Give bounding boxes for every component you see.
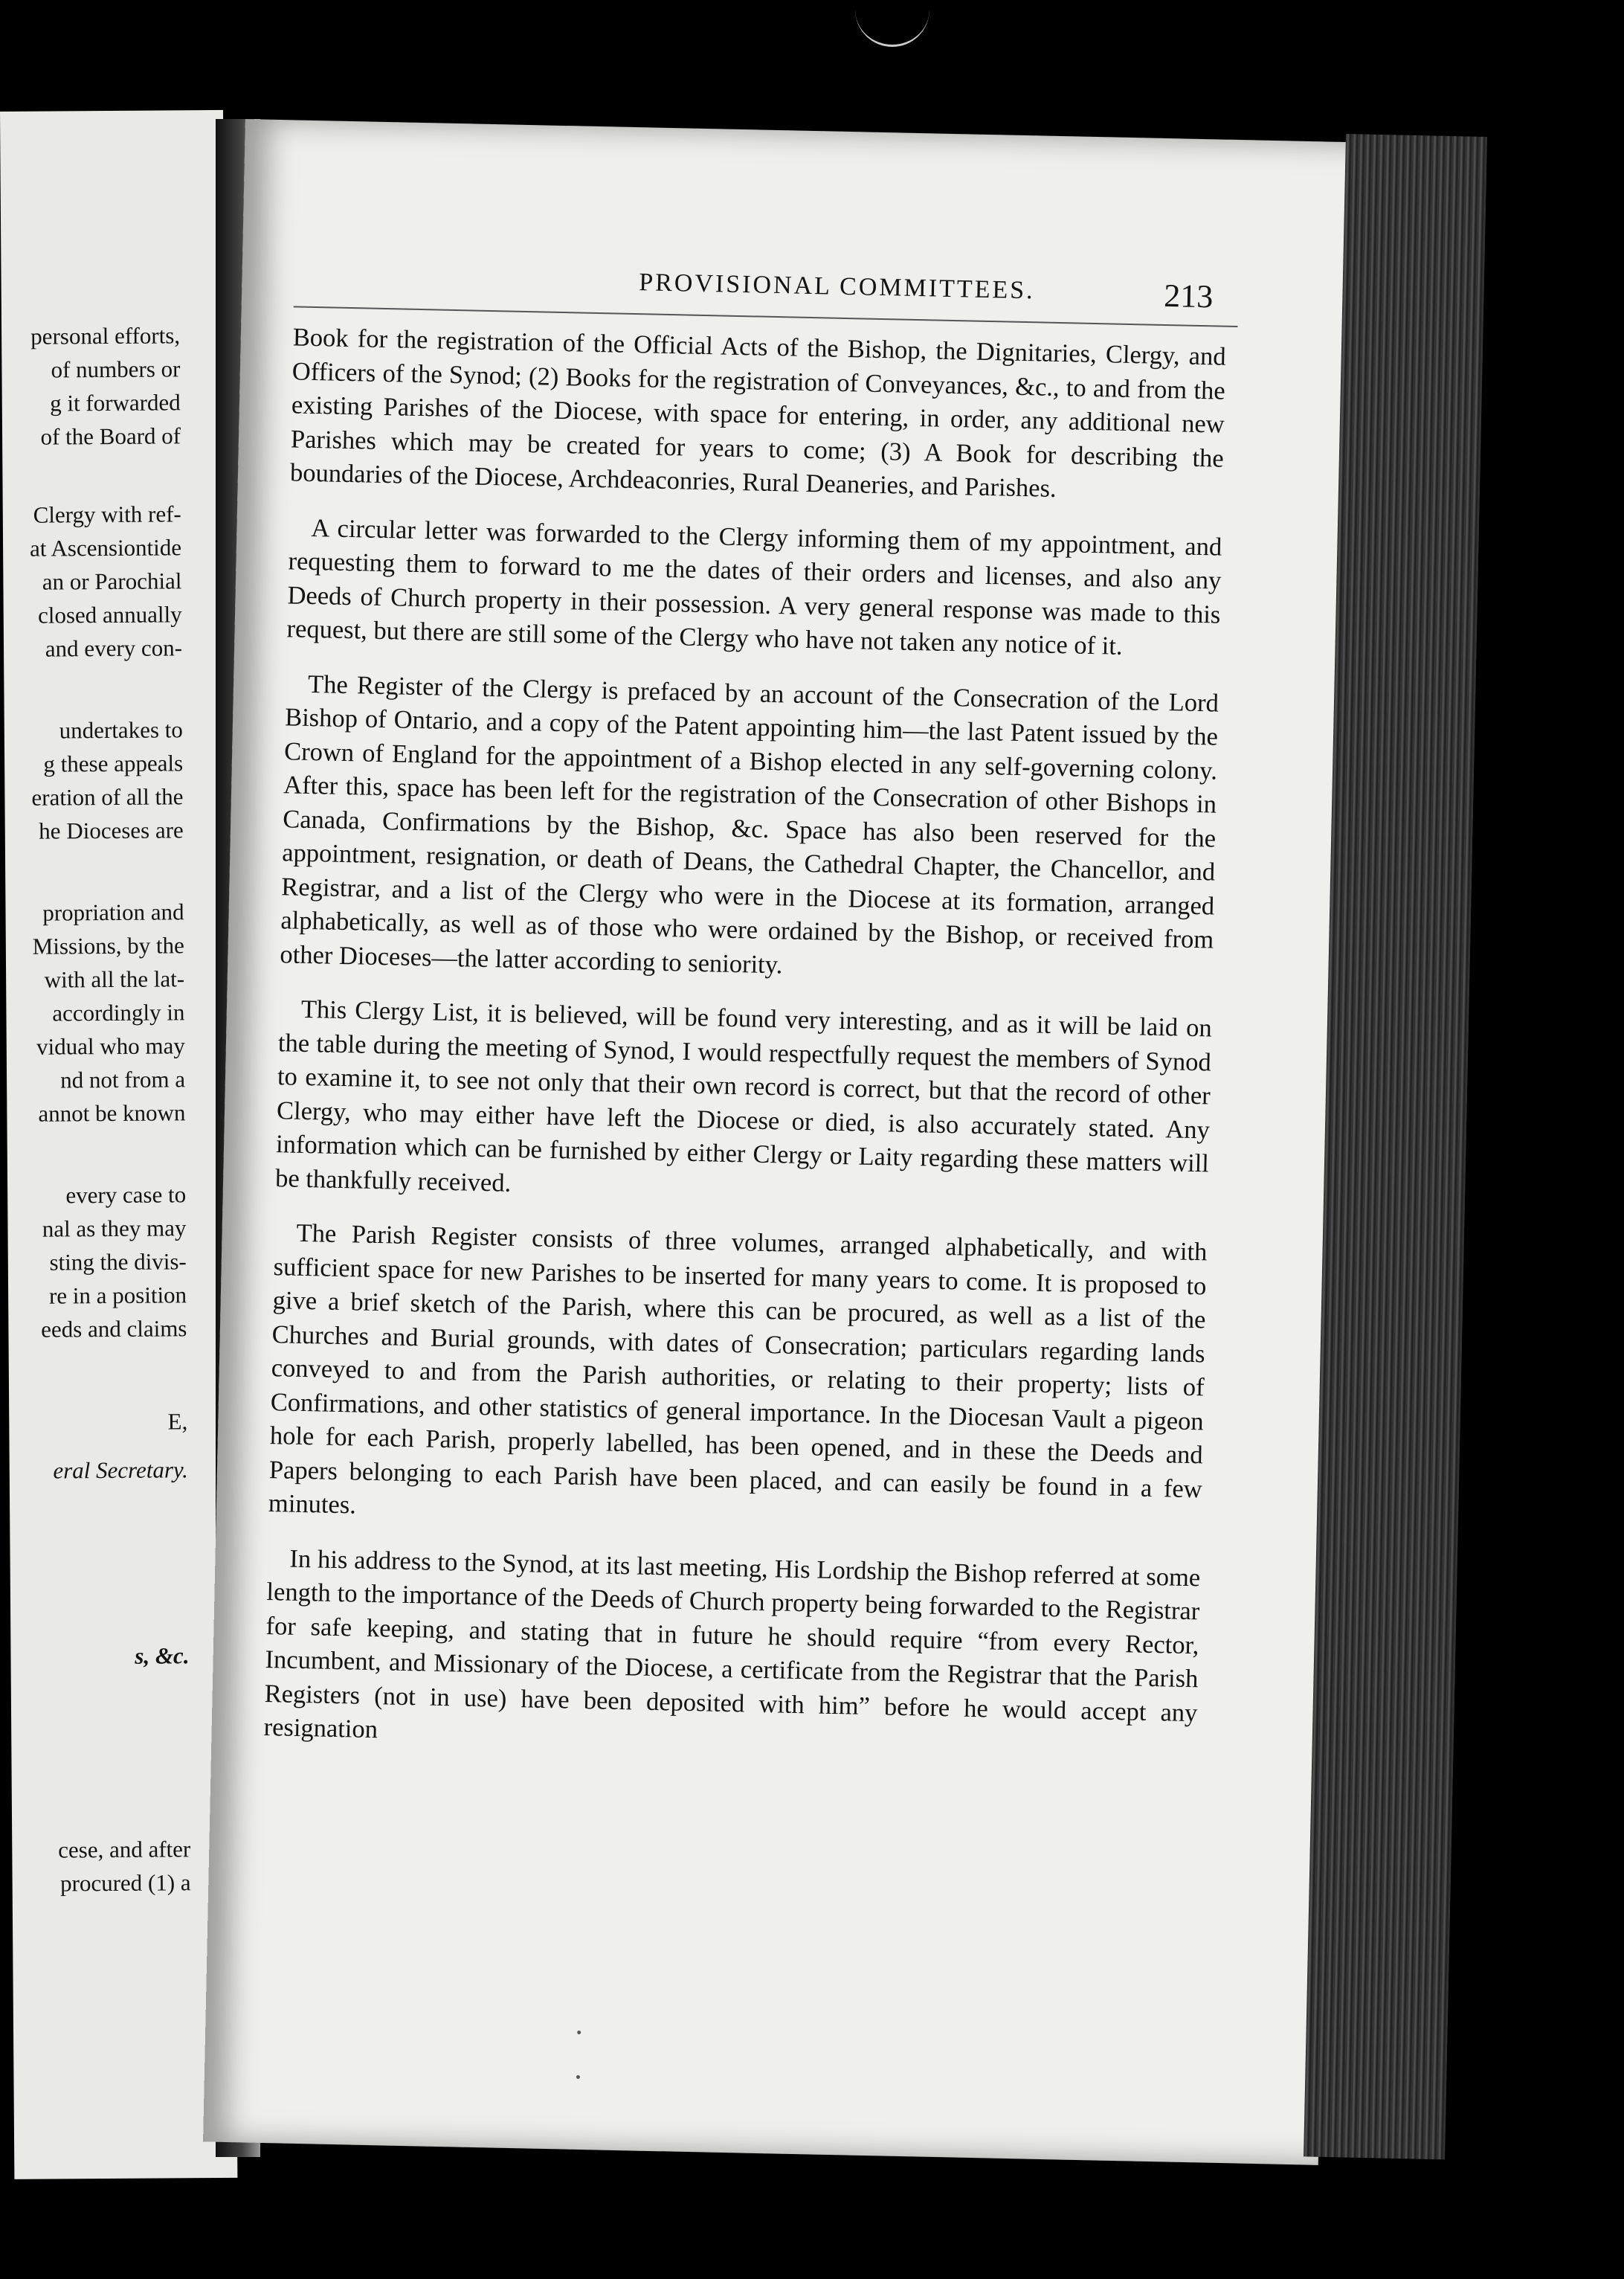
specks: [576, 2075, 580, 2079]
left-line: eration of all the: [31, 783, 184, 811]
page: [203, 119, 1361, 2165]
left-line: cese, and after: [58, 1836, 191, 1863]
left-line: with all the lat-: [44, 965, 185, 993]
left-line: re in a position: [48, 1282, 187, 1309]
left-line: closed annually: [37, 601, 182, 629]
left-line: sting the divis-: [49, 1248, 187, 1276]
left-signature-line: eral Secretary.: [53, 1456, 188, 1484]
left-line: of the Board of: [40, 422, 181, 450]
left-line: g it forwarded: [50, 389, 181, 417]
left-line: propriation and: [42, 899, 184, 926]
paragraph: The Parish Register consists of three volumes, arranged alphabetically, and with sufficient space for new Parishes to be inserted for many years to come. It is proposed to give a brief sketch of the Parish, where this can be procured, as well as a list of the Churches and Burial grounds, with dates of Consecration; particulars regarding lands conveyed to and from the Parish authorities, or relating to their property; lists of Confirmations, and other statistics of general importance. In the Diocesan Vault a pigeon hole for each Parish, properly labelled, has been opened, and in these the Deeds and Papers belonging to each Parish have been placed, and can easily be found in a few minutes.: [268, 1218, 1208, 1520]
running-head: PROVISIONAL COMMITTEES.: [638, 269, 1035, 305]
left-line: accordingly in: [52, 999, 185, 1026]
left-line: g these appeals: [43, 750, 184, 777]
left-line: nal as they may: [42, 1215, 187, 1242]
paragraph: The Register of the Clergy is prefaced by an account of the Consecration of the Lord Bishop of Ontario, and a copy of the Patent appointing him—the last Patent issued by the Crown of England for the appointment of a Bishop elected in any self-governing colony. After this, space has been left for the registration of the Consecration of other Bishops in Canada, Confirmations by the Bishop, &c. Space has also been reserved for the appointment, resignation, or death of Deans, the Cathedral Chapter, the Chancellor, and Registrar, and a list of the Clergy who were in the Diocese at its formation, arranged alphabetically, as well as of those who were ordained by the Bishop, or received from other Dioceses—the latter according to seniority.: [280, 669, 1219, 979]
left-heading-fragment: s, &c.: [135, 1642, 190, 1669]
left-line: personal efforts,: [30, 322, 181, 350]
left-line: procured (1) a: [59, 1869, 191, 1897]
paragraph: A circular letter was forwarded to the Clergy informing them of my appointment, and requesting them to forward to me the dates of their orders and licenses, and also any Deeds of Church property in their possession. A very general response was made to this request, but there are still some of the Clergy who have not taken any notice of it.: [286, 513, 1222, 660]
body-text: [263, 321, 1226, 1784]
left-line: every case to: [65, 1181, 187, 1209]
paragraph: In his address to the Synod, at its last meeting, His Lordship the Bishop referred at some length to the importance of the Deeds of Church property being forwarded to the Registrar for safe keeping, and stating that in future he should require “from every Rector, Incumbent, and Missionary of the Diocese, a certificate from the Registrar that the Parish Registers (not in use) have been deposited with him” before he would accept any resignation: [263, 1544, 1201, 1744]
left-line: Clergy with ref-: [33, 501, 181, 528]
paragraph: Book for the registration of the Official Acts of the Bishop, the Dignitaries, Clergy, and Officers of the Synod; (2) Books for the registration of Conveyances, &c., to and from the existing Parishes of the Diocese, with space for entering, in order, any additional new Parishes which may be created for years to come; (3) A Book for describing the boundaries of the Diocese, Archdeaconries, Rural Deaneries, and Parishes.: [289, 323, 1226, 503]
bookmark-ribbon: [855, 0, 929, 47]
left-line: undertakes to: [59, 716, 183, 744]
left-line: vidual who may: [36, 1032, 185, 1060]
left-line: annot be known: [38, 1099, 186, 1127]
left-line: of numbers or: [51, 356, 181, 383]
left-line: he Dioceses are: [39, 817, 184, 844]
left-facing-page: [0, 110, 237, 2179]
left-line: at Ascensiontide: [29, 534, 182, 562]
left-line: E,: [167, 1408, 188, 1435]
specks: [577, 2031, 581, 2034]
left-line: nd not from a: [60, 1066, 186, 1093]
left-line: eeds and claims: [41, 1315, 187, 1343]
left-line: and every con-: [45, 634, 183, 662]
page-number: 213: [1163, 277, 1214, 315]
paragraph: This Clergy List, it is believed, will be found very interesting, and as it will be laid on the table during the meeting of Synod, I would respectfully request the members of Synod to examine it, to see not only that their own record is correct, but that the record of other Clergy, who may either have left the Diocese or died, is also accurately stated. Any information which can be furnished by either Clergy or Laity regarding these matters will be thankfully received.: [274, 994, 1213, 1198]
left-line: Missions, by the: [32, 932, 184, 960]
left-line: an or Parochial: [42, 568, 182, 595]
